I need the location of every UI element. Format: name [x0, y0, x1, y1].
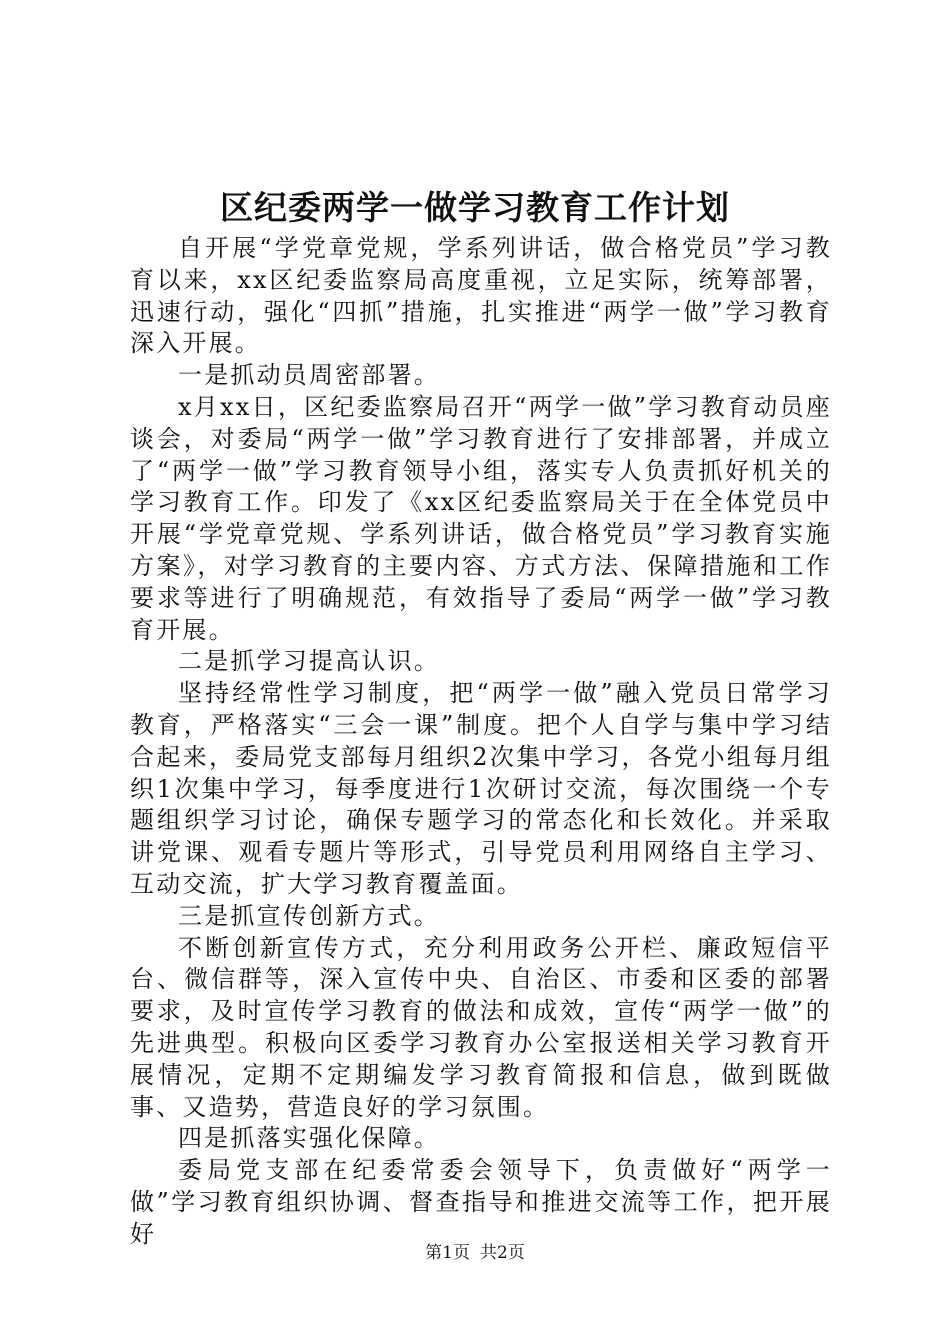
paragraph-section-2: 坚持经常性学习制度，把“两学一做”融入党员日常学习教育，严格落实“三会一课”制度。把个人自学与集中学习结合起来，委局党支部每月组织2次集中学习，各党小组每月组织1次集中学习，每季度进行1次研讨交流，每次围绕一个专题组织学习讨论，确保专题学习的常态化和长效化。并采取讲党课、观看专题片等形式，引导党员利用网络自主学习、互动交流，扩大学习教育覆盖面。 — [130, 679, 832, 898]
document-title: 区纪委两学一做学习教育工作计划 — [220, 188, 730, 227]
section-heading-2: 二是抓学习提高认识。 — [178, 647, 440, 676]
page-total: 共2页 — [480, 1243, 525, 1263]
page-number: 第1页 — [425, 1243, 470, 1263]
section-heading-3: 三是抓宣传创新方式。 — [178, 901, 440, 930]
document-body — [130, 233, 832, 1251]
section-heading-1: 一是抓动员周密部署。 — [178, 361, 440, 390]
page-footer — [0, 1241, 950, 1265]
section-heading-4: 四是抓落实强化保障。 — [178, 1124, 440, 1153]
paragraph-intro: 自开展“学党章党规，学系列讲话，做合格党员”学习教育以来，xx区纪委监察局高度重视，立足实际，统筹部署，迅速行动，强化“四抓”措施，扎实推进“两学一做”学习教育深入开展。 — [130, 234, 832, 358]
paragraph-section-3: 不断创新宣传方式，充分利用政务公开栏、廉政短信平台、微信群等，深入宣传中央、自治区、市委和区委的部署要求，及时宣传学习教育的做法和成效，宣传“两学一做”的先进典型。积极向区委学习教育办公室报送相关学习教育开展情况，定期不定期编发学习教育简报和信息，做到既做事、又造势，营造良好的学习氛围。 — [130, 933, 832, 1121]
paragraph-section-4: 委局党支部在纪委常委会领导下，负责做好“两学一做”学习教育组织协调、督查指导和推进交流等工作，把开展好 — [130, 1156, 832, 1248]
paragraph-section-1: x月xx日，区纪委监察局召开“两学一做”学习教育动员座谈会，对委局“两学一做”学习教育进行了安排部署，并成立了“两学一做”学习教育领导小组，落实专人负责抓好机关的学习教育工作。印发了《xx区纪委监察局关于在全体党员中开展“学党章党规、学系列讲话，做合格党员”学习教育实施方案》，对学习教育的主要内容、方式方法、保障措施和工作要求等进行了明确规范，有效指导了委局“两学一做”学习教育开展。 — [130, 392, 832, 644]
